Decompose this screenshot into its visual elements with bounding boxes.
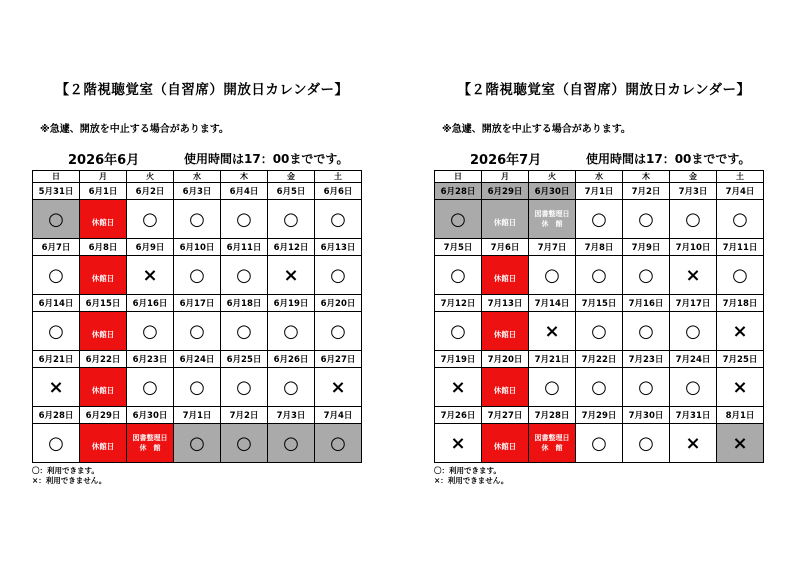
closed-day-label: 休館日 <box>493 273 517 283</box>
date-cell: 6月16日 <box>127 295 174 312</box>
status-cell <box>529 424 576 463</box>
weekday-header-row <box>33 171 362 183</box>
weekday-header: 金 <box>268 171 315 183</box>
status-cell: ○ <box>623 200 670 239</box>
status-cell: ○ <box>623 424 670 463</box>
date-row <box>435 183 764 200</box>
weekday-header-row <box>435 171 764 183</box>
date-cell: 6月5日 <box>268 183 315 200</box>
date-cell: 6月4日 <box>221 183 268 200</box>
date-cell: 6月15日 <box>80 295 127 312</box>
weekday-header: 日 <box>33 171 80 183</box>
date-cell: 6月11日 <box>221 239 268 256</box>
status-cell: ○ <box>174 256 221 295</box>
date-cell: 7月3日 <box>670 183 717 200</box>
date-cell: 7月26日 <box>435 407 482 424</box>
date-cell: 7月8日 <box>576 239 623 256</box>
date-cell: 7月23日 <box>623 351 670 368</box>
status-cell: ○ <box>174 312 221 351</box>
date-cell: 7月31日 <box>670 407 717 424</box>
date-cell: 7月9日 <box>623 239 670 256</box>
hours-text: 使用時間は17：00までです。 <box>184 152 349 166</box>
status-cell: × <box>529 312 576 351</box>
closed-day-label: 休館日 <box>493 217 517 227</box>
status-cell <box>80 256 127 295</box>
weekday-header: 火 <box>127 171 174 183</box>
date-cell: 7月1日 <box>174 407 221 424</box>
status-cell: ○ <box>221 368 268 407</box>
status-cell: ○ <box>174 368 221 407</box>
date-cell: 7月20日 <box>482 351 529 368</box>
date-cell: 6月27日 <box>315 351 362 368</box>
date-cell: 6月23日 <box>127 351 174 368</box>
date-cell: 6月13日 <box>315 239 362 256</box>
closed-day-label: 休館日 <box>493 329 517 339</box>
calendar-title: 【２階視聴覚室（自習席）開放日カレンダー】 <box>55 82 349 98</box>
date-cell: 7月30日 <box>623 407 670 424</box>
notice-text: ※急遽、開放を中止する場合があります。 <box>40 124 229 135</box>
date-cell: 7月10日 <box>670 239 717 256</box>
month-label: 2026年6月 <box>68 153 140 168</box>
date-cell: 6月26日 <box>268 351 315 368</box>
date-row <box>435 351 764 368</box>
status-cell: × <box>717 424 764 463</box>
date-cell: 7月14日 <box>529 295 576 312</box>
status-cell: ○ <box>576 368 623 407</box>
status-row <box>435 200 764 239</box>
status-cell: ○ <box>576 312 623 351</box>
legend-available: 〇：利用できます。 <box>32 466 99 475</box>
date-cell: 6月22日 <box>80 351 127 368</box>
date-cell: 7月3日 <box>268 407 315 424</box>
date-cell: 6月19日 <box>268 295 315 312</box>
status-cell: ○ <box>268 312 315 351</box>
status-row <box>435 368 764 407</box>
date-cell: 7月12日 <box>435 295 482 312</box>
status-cell: ○ <box>33 312 80 351</box>
date-cell: 7月4日 <box>717 183 764 200</box>
weekday-header: 土 <box>717 171 764 183</box>
status-cell: ○ <box>670 200 717 239</box>
calendar-panel-july <box>434 0 800 565</box>
closed-day-label: 休館日 <box>91 441 115 451</box>
date-cell: 7月2日 <box>623 183 670 200</box>
legend <box>32 466 106 486</box>
date-cell: 7月11日 <box>717 239 764 256</box>
status-cell <box>80 368 127 407</box>
status-cell <box>80 200 127 239</box>
status-cell: ○ <box>33 200 80 239</box>
date-cell: 7月13日 <box>482 295 529 312</box>
date-cell: 7月2日 <box>221 407 268 424</box>
status-cell: ○ <box>435 256 482 295</box>
date-cell: 6月18日 <box>221 295 268 312</box>
status-cell: ○ <box>221 200 268 239</box>
status-row <box>33 256 362 295</box>
weekday-header: 日 <box>435 171 482 183</box>
status-cell: ○ <box>623 368 670 407</box>
date-cell: 6月20日 <box>315 295 362 312</box>
legend <box>434 466 508 486</box>
status-cell: ○ <box>623 312 670 351</box>
legend-unavailable: ×：利用できません。 <box>32 476 107 485</box>
date-cell: 6月21日 <box>33 351 80 368</box>
status-cell: ○ <box>576 256 623 295</box>
status-cell: × <box>670 424 717 463</box>
calendar-table <box>32 170 362 463</box>
date-cell: 6月12日 <box>268 239 315 256</box>
date-cell: 7月21日 <box>529 351 576 368</box>
date-cell: 6月8日 <box>80 239 127 256</box>
status-cell <box>80 312 127 351</box>
date-cell: 6月10日 <box>174 239 221 256</box>
calendar-table <box>434 170 764 463</box>
date-cell: 8月1日 <box>717 407 764 424</box>
status-cell: ○ <box>315 256 362 295</box>
weekday-header: 火 <box>529 171 576 183</box>
calendar-title: 【２階視聴覚室（自習席）開放日カレンダー】 <box>457 82 751 98</box>
date-cell: 6月29日 <box>80 407 127 424</box>
status-cell: ○ <box>529 368 576 407</box>
status-cell: ○ <box>127 368 174 407</box>
closed-day-label: 休館日 <box>91 273 115 283</box>
status-cell <box>482 368 529 407</box>
date-row <box>33 239 362 256</box>
status-cell: ○ <box>717 200 764 239</box>
status-cell: ○ <box>576 424 623 463</box>
status-cell: ○ <box>315 424 362 463</box>
status-cell: ○ <box>127 312 174 351</box>
date-row <box>33 183 362 200</box>
status-cell: × <box>717 368 764 407</box>
date-row <box>435 295 764 312</box>
weekday-header: 水 <box>576 171 623 183</box>
date-cell: 7月4日 <box>315 407 362 424</box>
date-cell: 6月28日 <box>435 183 482 200</box>
legend-available: 〇：利用できます。 <box>434 466 501 475</box>
status-row <box>435 256 764 295</box>
library-closed-label: 図書整理日 <box>534 210 570 218</box>
status-row <box>33 368 362 407</box>
weekday-header: 金 <box>670 171 717 183</box>
status-row <box>33 312 362 351</box>
status-cell: ○ <box>221 312 268 351</box>
weekday-header: 木 <box>623 171 670 183</box>
status-cell: ○ <box>33 424 80 463</box>
date-cell: 7月19日 <box>435 351 482 368</box>
date-cell: 7月1日 <box>576 183 623 200</box>
library-closed-label: 休 館 <box>541 444 563 452</box>
status-row <box>33 200 362 239</box>
date-cell: 6月14日 <box>33 295 80 312</box>
status-cell: × <box>315 368 362 407</box>
status-cell: ○ <box>268 368 315 407</box>
date-cell: 6月1日 <box>80 183 127 200</box>
status-cell: ○ <box>670 368 717 407</box>
status-cell: × <box>268 256 315 295</box>
closed-day-label: 休館日 <box>493 441 517 451</box>
status-row <box>435 424 764 463</box>
status-cell: ○ <box>435 312 482 351</box>
weekday-header: 月 <box>482 171 529 183</box>
date-cell: 7月6日 <box>482 239 529 256</box>
date-cell: 7月29日 <box>576 407 623 424</box>
date-cell: 7月18日 <box>717 295 764 312</box>
date-cell: 7月17日 <box>670 295 717 312</box>
date-row <box>33 351 362 368</box>
status-row <box>435 312 764 351</box>
weekday-header: 木 <box>221 171 268 183</box>
weekday-header: 土 <box>315 171 362 183</box>
date-cell: 7月15日 <box>576 295 623 312</box>
date-cell: 7月25日 <box>717 351 764 368</box>
date-cell: 7月5日 <box>435 239 482 256</box>
date-cell: 6月7日 <box>33 239 80 256</box>
date-cell: 7月16日 <box>623 295 670 312</box>
date-row <box>435 407 764 424</box>
calendar-panel-june <box>32 0 402 565</box>
date-cell: 6月30日 <box>127 407 174 424</box>
closed-day-label: 休館日 <box>91 217 115 227</box>
notice-text: ※急遽、開放を中止する場合があります。 <box>442 124 631 135</box>
status-cell: ○ <box>670 312 717 351</box>
status-cell: ○ <box>221 256 268 295</box>
status-cell <box>482 312 529 351</box>
status-cell <box>482 200 529 239</box>
closed-day-label: 休館日 <box>91 385 115 395</box>
status-cell <box>127 424 174 463</box>
date-cell: 7月22日 <box>576 351 623 368</box>
date-cell: 6月2日 <box>127 183 174 200</box>
date-cell: 7月24日 <box>670 351 717 368</box>
date-cell: 6月17日 <box>174 295 221 312</box>
status-cell: × <box>717 312 764 351</box>
date-row <box>435 239 764 256</box>
status-cell: ○ <box>33 256 80 295</box>
date-cell: 5月31日 <box>33 183 80 200</box>
date-cell: 7月28日 <box>529 407 576 424</box>
weekday-header: 水 <box>174 171 221 183</box>
date-cell: 6月3日 <box>174 183 221 200</box>
legend-unavailable: ×：利用できません。 <box>434 476 509 485</box>
date-cell: 6月25日 <box>221 351 268 368</box>
month-label: 2026年7月 <box>470 153 542 168</box>
status-cell: ○ <box>717 256 764 295</box>
library-closed-label: 休 館 <box>541 220 563 228</box>
status-cell: ○ <box>268 200 315 239</box>
status-row <box>33 424 362 463</box>
status-cell: ○ <box>315 200 362 239</box>
date-cell: 6月29日 <box>482 183 529 200</box>
status-cell: ○ <box>529 256 576 295</box>
date-cell: 6月24日 <box>174 351 221 368</box>
status-cell <box>482 424 529 463</box>
status-cell: ○ <box>174 424 221 463</box>
status-cell: × <box>127 256 174 295</box>
date-cell: 6月9日 <box>127 239 174 256</box>
date-row <box>33 407 362 424</box>
status-cell: ○ <box>623 256 670 295</box>
library-closed-label: 休 館 <box>139 444 161 452</box>
status-cell <box>529 200 576 239</box>
status-cell: × <box>435 368 482 407</box>
date-cell: 6月30日 <box>529 183 576 200</box>
library-closed-label: 図書整理日 <box>534 434 570 442</box>
date-cell: 6月6日 <box>315 183 362 200</box>
status-cell: × <box>670 256 717 295</box>
status-cell: ○ <box>127 200 174 239</box>
date-cell: 7月7日 <box>529 239 576 256</box>
status-cell: ○ <box>221 424 268 463</box>
date-row <box>33 295 362 312</box>
status-cell: ○ <box>268 424 315 463</box>
closed-day-label: 休館日 <box>91 329 115 339</box>
status-cell: ○ <box>435 200 482 239</box>
status-cell: ○ <box>174 200 221 239</box>
date-cell: 7月27日 <box>482 407 529 424</box>
status-cell <box>80 424 127 463</box>
status-cell: ○ <box>315 312 362 351</box>
status-cell: ○ <box>576 200 623 239</box>
date-cell: 6月28日 <box>33 407 80 424</box>
status-cell: × <box>33 368 80 407</box>
status-cell: × <box>435 424 482 463</box>
closed-day-label: 休館日 <box>493 385 517 395</box>
hours-text: 使用時間は17：00までです。 <box>586 152 751 166</box>
weekday-header: 月 <box>80 171 127 183</box>
status-cell <box>482 256 529 295</box>
library-closed-label: 図書整理日 <box>132 434 168 442</box>
